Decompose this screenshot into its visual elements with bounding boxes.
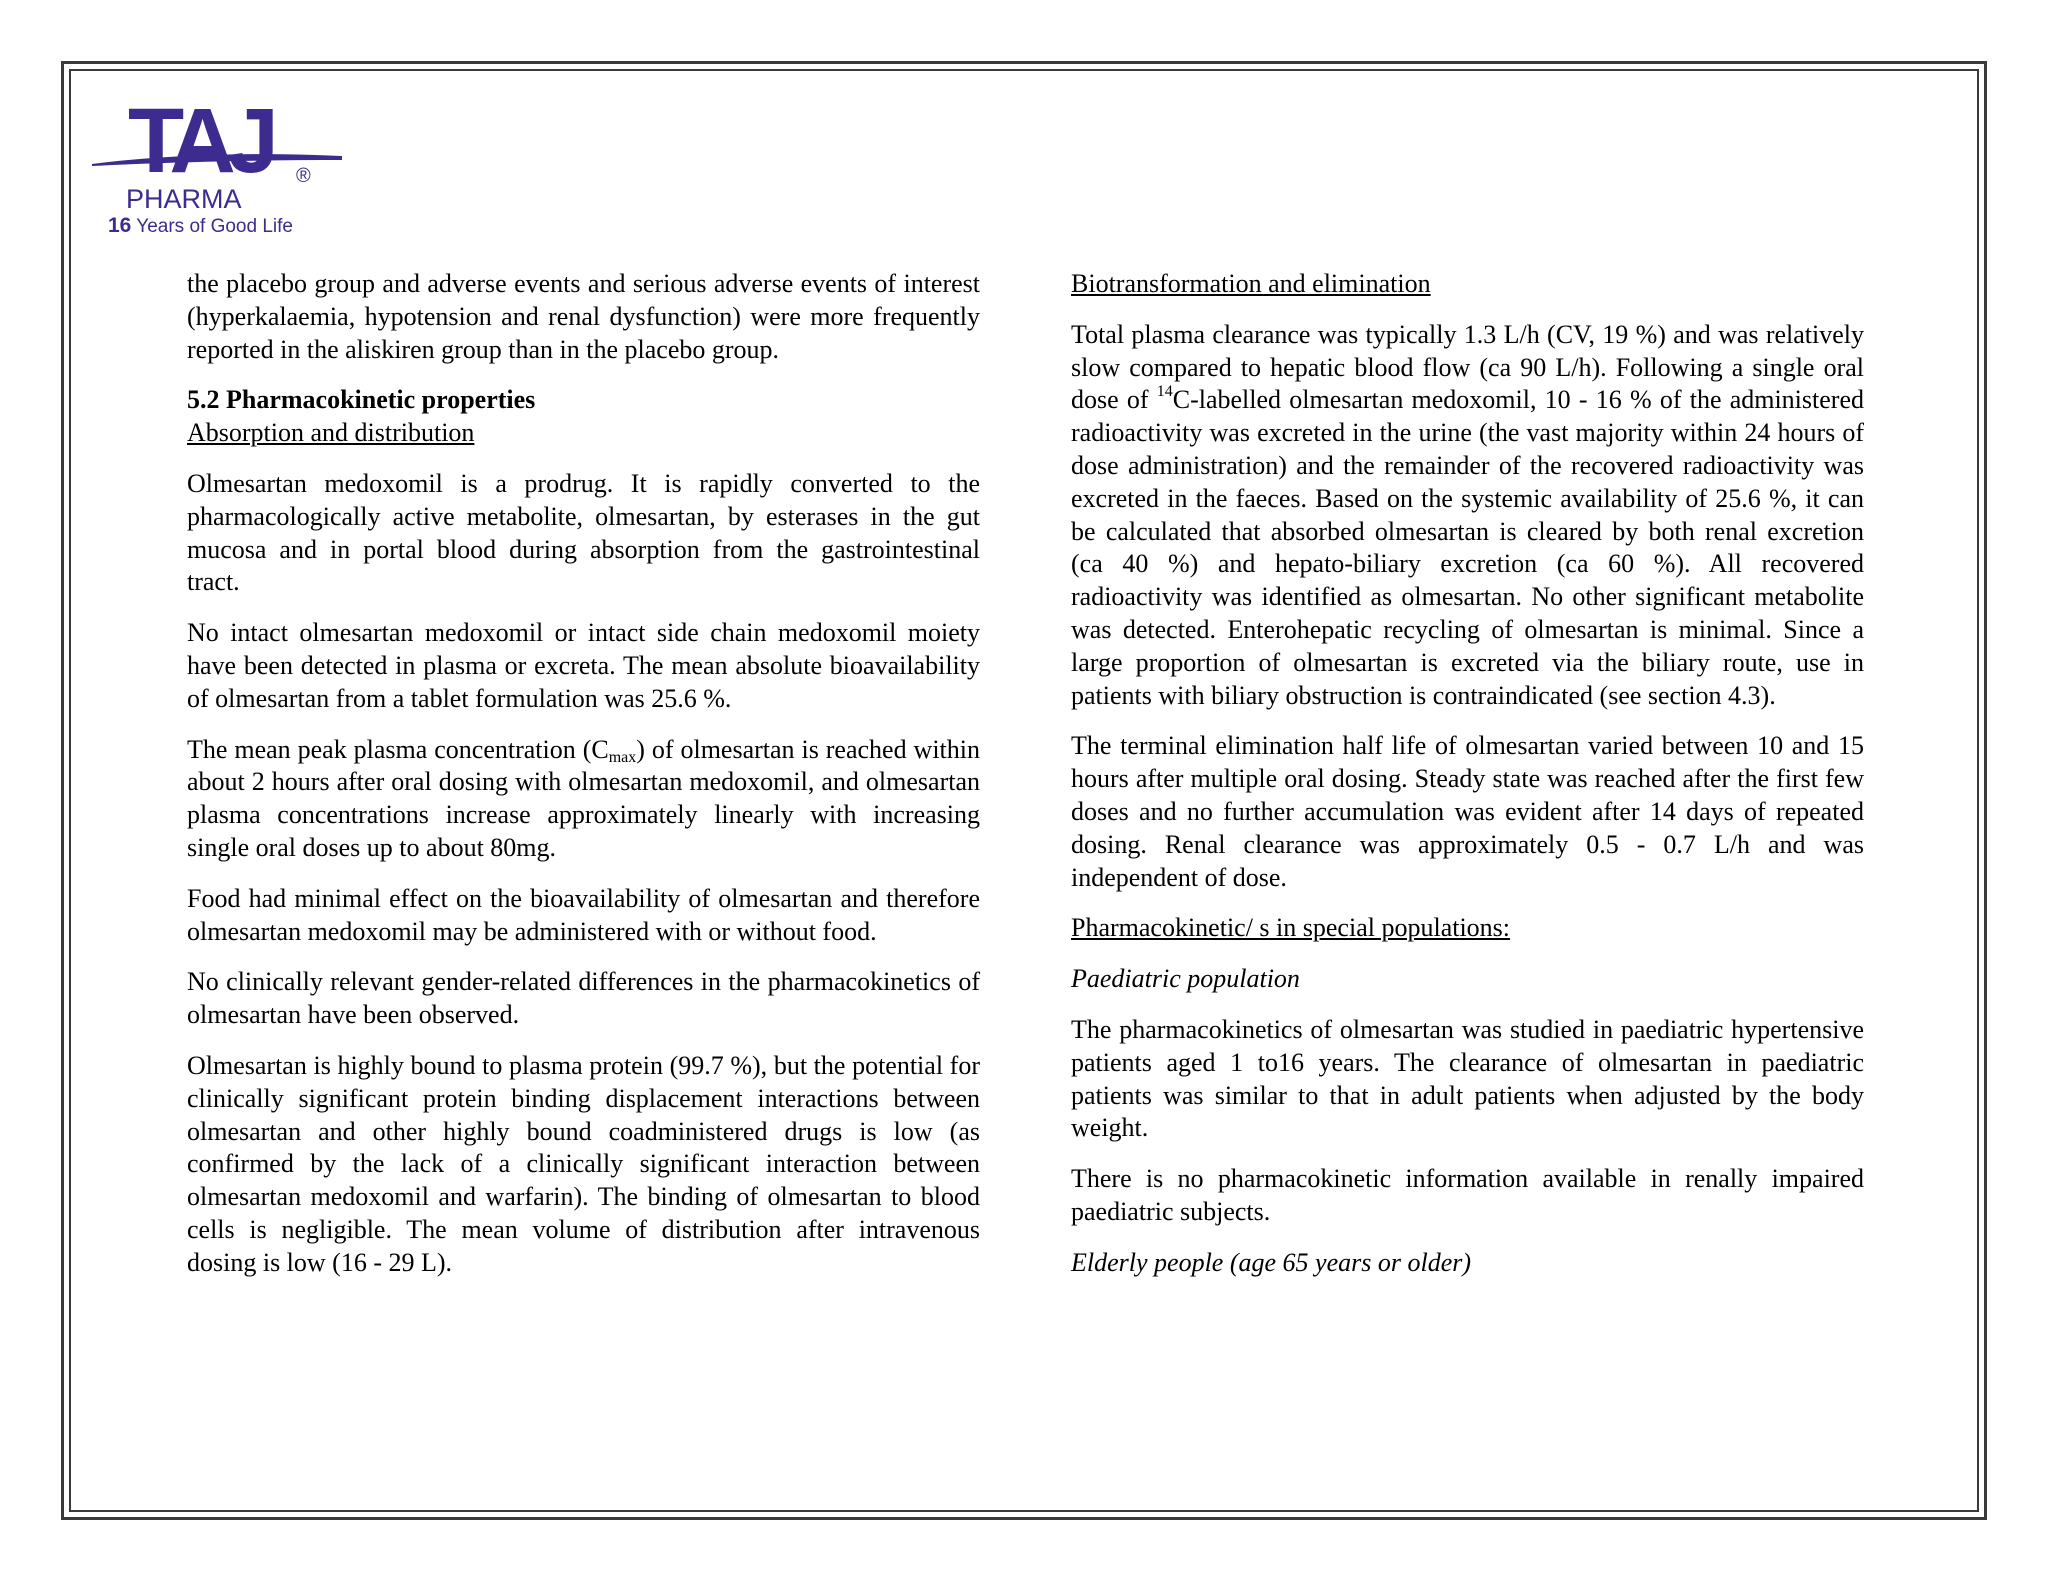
peak-text-before: The mean peak plasma concentration (C: [187, 734, 609, 764]
paragraph-intact: No intact olmesartan medoxomil or intact side chain medoxomil moiety have been detected in plasma or excreta. The mean absolute bioavailability of olmesartan from a tablet formulation was 25.6 %.: [187, 618, 980, 713]
paragraph-food: Food had minimal effect on the bioavailability of olmesartan and therefore olmesartan medoxomil may be administered with or without food.: [187, 883, 980, 946]
paragraph-gender: No clinically relevant gender-related differences in the pharmacokinetics of olmesartan have been observed.: [187, 967, 980, 1030]
left-column: [187, 268, 980, 1298]
cmax-subscript: max: [608, 748, 637, 766]
paragraph-protein-binding: Olmesartan is highly bound to plasma protein (99.7 %), but the potential for clinically significant protein binding displacement interactions between olmesartan and other highly bound coadministered drugs is low (as confirmed by the lack of a clinically significant interaction between olmesartan medoxomil and warfarin). The binding of olmesartan to blood cells is negligible. The mean volume of distribution after intravenous dosing is low (16 - 29 L).: [187, 1050, 980, 1277]
clearance-text-before: Total plasma clearance was typically 1.3 L/h (CV, 19 %) and was relatively slow compared to hepatic blood flow (ca 90 L/h). Following a single oral dose of: [1071, 319, 1864, 415]
right-column: [1071, 268, 1864, 1298]
section-heading-block: [187, 384, 980, 450]
subheading-absorption: Absorption and distribution: [187, 418, 475, 448]
paragraph-peak-concentration: [187, 734, 980, 865]
logo-brand: PHARMA: [126, 184, 242, 214]
subheading-paediatric: Paediatric population: [1071, 964, 1300, 994]
paragraph-renal-impaired: There is no pharmacokinetic information available in renally impaired paediatric subjects.: [1071, 1164, 1864, 1226]
clearance-text-after: C-labelled olmesartan medoxomil, 10 - 16 % of the administered radioactivity was excreted in the urine (the vast majority within 24 hours of dose administration) and the remainder of the recovered radioactivity was excreted in the faeces. Based on the systemic availability of 25.6 %, it can be calculated that absorbed olmesartan is cleared by both renal excretion (ca 40 %) and hepato-biliary excretion (ca 60 %). All recovered radioactivity was identified as olmesartan. No other significant metabolite was detected. Enterohepatic recycling of olmesartan is minimal. Since a large proportion of olmesartan is excreted via the biliary route, use in patients with biliary obstruction is contraindicated (see section 4.3).: [1071, 385, 1864, 710]
paragraph-prodrug: Olmesartan medoxomil is a prodrug. It is rapidly converted to the pharmacologically active metabolite, olmesartan, by esterases in the gut mucosa and in portal blood during absorption from the gastrointestinal tract.: [187, 468, 980, 597]
section-heading-5-2: 5.2 Pharmacokinetic properties: [187, 385, 536, 415]
svg-text:16 Years of Good Life: [108, 214, 293, 234]
paragraph-paediatric: The pharmacokinetics of olmesartan was studied in paediatric hypertensive patients aged 1 to16 years. The clearance of olmesartan in paediatric patients was similar to that in adult patients when adjusted by the body weight.: [1071, 1014, 1864, 1143]
taj-pharma-logo: [90, 94, 350, 234]
paragraph-placebo-continuation: the placebo group and adverse events and serious adverse events of interest (hyperkalaemia, hypotension and renal dysfunction) were more frequently reported in the aliskiren group than in the placebo group.: [187, 269, 980, 364]
subheading-special-populations: Pharmacokinetic/ s in special populations:: [1071, 913, 1511, 943]
subheading-elderly: Elderly people (age 65 years or older): [1071, 1247, 1472, 1277]
logo-letters: TAJ: [128, 94, 271, 192]
peak-text-after: ) of olmesartan is reached within about 2 hours after oral dosing with olmesartan medoxomil, and olmesartan plasma concentrations increase approximately linearly with increasing single oral doses up to about 80mg.: [187, 734, 980, 862]
paragraph-clearance: [1071, 319, 1864, 713]
c14-superscript: 14: [1156, 383, 1173, 401]
paragraph-half-life: The terminal elimination half life of olmesartan varied between 10 and 15 hours after multiple oral dosing. Steady state was reached after the first few doses and no further accumulation was evident after 14 days of repeated dosing. Renal clearance was approximately 0.5 - 0.7 L/h and was independent of dose.: [1071, 731, 1864, 892]
subheading-biotransformation: Biotransformation and elimination: [1071, 269, 1431, 298]
logo-registered: ®: [296, 165, 311, 187]
logo-years-text: Years of Good Life: [136, 216, 293, 234]
logo-years-number: 16: [108, 214, 132, 234]
